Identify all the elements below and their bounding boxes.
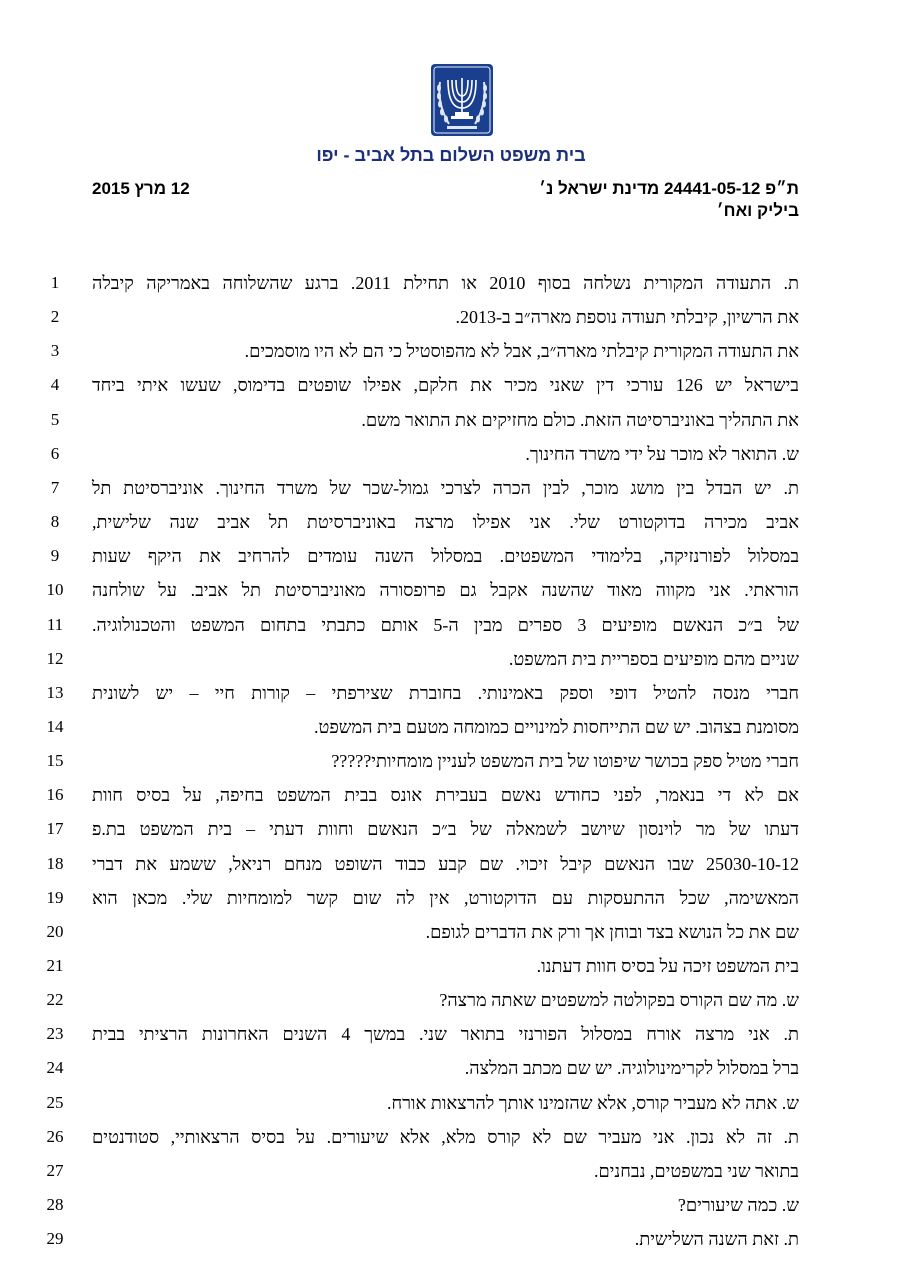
- line-number: 3: [50, 341, 60, 360]
- line-text: הוראתי. אני מקווה מאוד שהשנה אקבל גם פרופסורה מאוניברסיטת תל אביב. על שולחנה: [92, 580, 799, 600]
- line-text: את הרשיון, קיבלתי תעודה נוספת מארה״ב ב-2013.: [455, 307, 799, 327]
- line-number: 10: [46, 580, 64, 599]
- transcript-line: [0, 744, 902, 778]
- line-number: 22: [46, 990, 64, 1009]
- transcript-line: [0, 1086, 902, 1120]
- line-number: 24: [46, 1058, 64, 1077]
- transcript-line: [0, 300, 902, 334]
- line-text: במסלול לפורנזיקה, בלימודי המשפטים. במסלול השנה עומדים להרחיב את היקף שעות: [92, 546, 799, 566]
- line-text: של ב״כ הנאשם מופיעים 3 ספרים מבין ה-5 אותם כתבתי בתחום המשפט והטכנולוגיה.: [92, 615, 799, 635]
- transcript-line: [0, 608, 902, 642]
- line-number: 13: [46, 683, 64, 702]
- line-text: חברי מטיל ספק בכושר שיפוטו של בית המשפט לעניין מומחיותי?????: [331, 751, 799, 771]
- line-number: 29: [46, 1229, 64, 1248]
- line-text: 25030-10-12 שבו הנאשם קיבל זיכוי. שם קבע כבוד השופט מנחם רניאל, ששמע את דברי: [92, 854, 799, 874]
- line-text: ש. מה שם הקורס בפקולטה למשפטים שאתה מרצה?: [439, 990, 799, 1010]
- line-text: ת. זה לא נכון. אני מעביר שם לא קורס מלא, אלא שיעורים. על בסיס הרצאותיי, סטודנטים: [92, 1127, 799, 1147]
- line-number: 26: [46, 1127, 64, 1146]
- line-text: בתואר שני במשפטים, נבחנים.: [593, 1161, 799, 1181]
- line-text: חברי מנסה להטיל דופי וספק באמינותי. בחוברת שצירפתי – קורות חיי – יש לשונית: [92, 683, 799, 703]
- line-text: ת. יש הבדל בין מושג מוכר, לבין הכרה לצרכי גמול-שכר של משרד החינוך. אוניברסיטת תל: [92, 478, 799, 498]
- line-text: ברל במסלול לקרימינולוגיה. יש שם מכתב המלצה.: [464, 1058, 799, 1078]
- line-number: 8: [50, 512, 60, 531]
- transcript-line: [0, 437, 902, 471]
- court-name: בית משפט השלום בתל אביב - יפו: [316, 145, 586, 165]
- line-text: שם את כל הנושא בצד ובוחן אך ורק את הדברים לגופם.: [425, 922, 799, 942]
- state-emblem-icon: [431, 64, 493, 136]
- hearing-date: 12 מרץ 2015: [92, 179, 190, 198]
- transcript-line: [0, 368, 902, 402]
- transcript-line: [0, 710, 902, 744]
- line-number: 23: [46, 1024, 64, 1043]
- line-text: המאשימה, שכל ההתעסקות עם הדוקטורט, אין לה שום קשר למומחיות שלי. מכאן הוא: [92, 888, 799, 908]
- line-number: 4: [50, 375, 60, 394]
- line-number: 19: [46, 888, 64, 907]
- line-number: 15: [46, 751, 64, 770]
- line-number: 5: [50, 410, 60, 429]
- line-number: 2: [50, 307, 60, 326]
- line-text: בישראל יש 126 עורכי דין שאני מכיר את חלקם, אפילו שופטים בדימוס, שעשו איתי ביחד: [92, 375, 799, 395]
- line-text: ש. התואר לא מוכר על ידי משרד החינוך.: [525, 444, 799, 464]
- line-text: אם לא די בנאמר, לפני כחודש נאשם בעבירת אונס בבית המשפט בחיפה, על בסיס חוות: [92, 785, 799, 805]
- line-text: ת. התעודה המקורית נשלחה בסוף 2010 או תחילת 2011. ברגע שהשלוחה באמריקה קיבלה: [92, 273, 800, 293]
- transcript-line: [0, 778, 902, 812]
- transcript-line: [0, 266, 902, 300]
- line-number: 25: [46, 1093, 64, 1112]
- line-number: 9: [50, 546, 60, 565]
- transcript-line: [0, 915, 902, 949]
- transcript-line: [0, 812, 902, 846]
- transcript-line: [0, 1188, 902, 1222]
- transcript-line: [0, 573, 902, 607]
- transcript-line: [0, 1154, 902, 1188]
- line-number: 17: [46, 819, 64, 838]
- line-number: 12: [46, 649, 64, 668]
- line-number: 7: [50, 478, 60, 497]
- line-number: 16: [46, 785, 64, 804]
- transcript-line: [0, 334, 902, 368]
- line-text: את התהליך באוניברסיטה הזאת. כולם מחזיקים את התואר משם.: [361, 410, 799, 430]
- transcript-line: [0, 881, 902, 915]
- line-number: 20: [46, 922, 64, 941]
- transcript-line: [0, 1222, 902, 1256]
- transcript-line: [0, 505, 902, 539]
- line-text: ש. כמה שיעורים?: [677, 1195, 799, 1215]
- line-text: מסומנת בצהוב. יש שם התייחסות למינויים כמומחה מטעם בית המשפט.: [313, 717, 799, 737]
- transcript-line: [0, 1017, 902, 1051]
- transcript-line: [0, 403, 902, 437]
- line-text: את התעודה המקורית קיבלתי מארה״ב, אבל לא מהפוסטיל כי הם לא היו מוסמכים.: [244, 341, 799, 361]
- line-number: 21: [46, 956, 64, 975]
- line-number: 27: [46, 1161, 64, 1180]
- transcript-line: [0, 983, 902, 1017]
- case-number-line: ת״פ 24441-05-12 מדינת ישראל נ׳: [539, 179, 799, 198]
- transcript-line: [0, 471, 902, 505]
- line-number: 18: [46, 854, 64, 873]
- transcript-line: [0, 847, 902, 881]
- line-text: בית המשפט זיכה על בסיס חוות דעתנו.: [536, 956, 799, 976]
- transcript-line: [0, 539, 902, 573]
- transcript-line: [0, 949, 902, 983]
- transcript-line: [0, 676, 902, 710]
- line-text: ש. אתה לא מעביר קורס, אלא שהזמינו אותך להרצאות אורח.: [386, 1093, 799, 1113]
- line-number: 11: [46, 615, 64, 634]
- case-defendants-line: ביליק ואח׳: [716, 201, 799, 220]
- line-text: ת. זאת השנה השלישית.: [634, 1229, 799, 1249]
- line-text: דעתו של מר לוינסון שיושב לשמאלה של ב״כ הנאשם וחוות דעתי – בית המשפט בת.פ: [92, 819, 799, 839]
- line-number: 6: [50, 444, 60, 463]
- line-number: 1: [50, 273, 60, 292]
- line-text: שניים מהם מופיעים בספריית בית המשפט.: [508, 649, 799, 669]
- line-number: 28: [46, 1195, 64, 1214]
- line-text: אביב מכירה בדוקטורט שלי. אני אפילו מרצה באוניברסיטת תל אביב שנה שלישית,: [92, 512, 799, 532]
- transcript-line: [0, 642, 902, 676]
- transcript-line: [0, 1120, 902, 1154]
- line-number: 14: [46, 717, 64, 736]
- transcript-line: [0, 1051, 902, 1085]
- line-text: ת. אני מרצה אורח במסלול הפורנזי בתואר שני. במשך 4 השנים האחרונות הרציתי בבית: [92, 1024, 799, 1044]
